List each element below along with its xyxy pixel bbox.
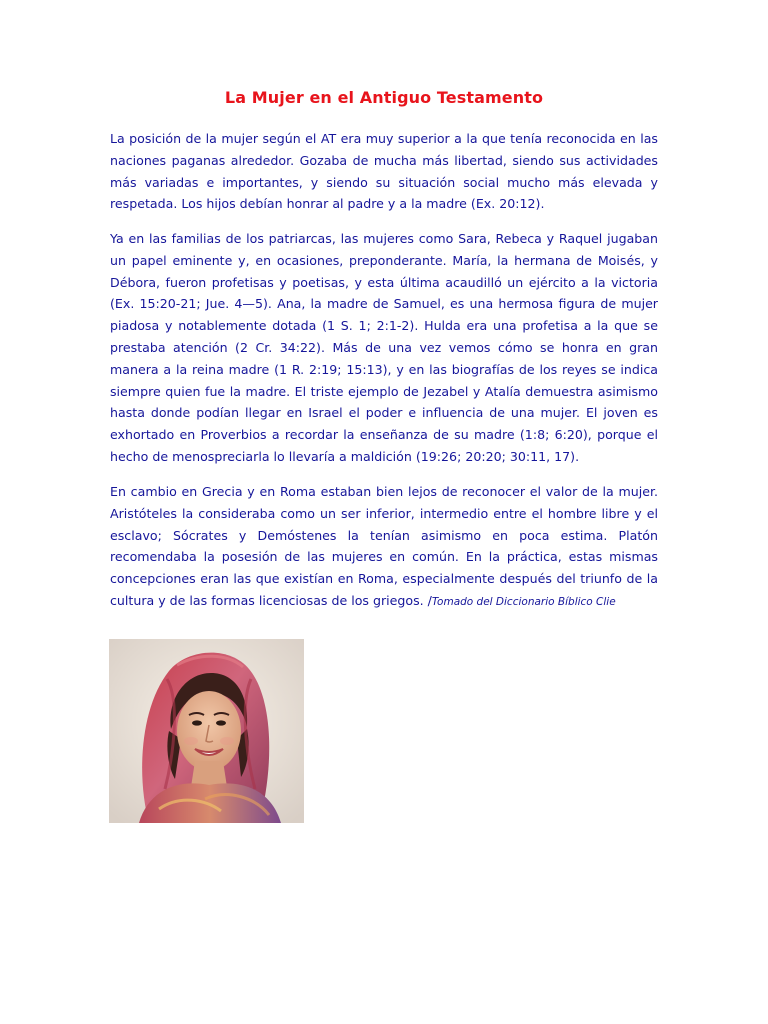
source-credit: Tomado del Diccionario Bíblico Clie: [431, 595, 616, 608]
paragraph-3: [110, 481, 658, 614]
paragraph-2: [110, 228, 658, 468]
portrait-image: [109, 639, 304, 823]
paragraph-3-text: En cambio en Grecia y en Roma estaban bien lejos de reconocer el valor de la mujer. Aristóteles la consideraba como un ser inferior, intermedio entre el hombre libre y el esclavo; Sócrates y Demóstenes la tenían asimismo en poca estima. Platón recomendaba la posesión de las mujeres en común. En la práctica, estas mismas concepciones eran las que existían en Roma, especialmente después del triunfo de la cultura y de las formas licenciosas de los griegos. /: [110, 484, 658, 608]
paragraph-1: [110, 128, 658, 215]
paragraph-1-text: La posición de la mujer según el AT era muy superior a la que tenía reconocida en las naciones paganas alrededor. Gozaba de mucha más libertad, siendo sus actividades más variadas e importantes, y siendo su situación social mucho más elevada y respetada. Los hijos debían honrar al padre y a la madre (Ex. 20:12).: [110, 131, 658, 212]
paragraph-2-text: Ya en las familias de los patriarcas, las mujeres como Sara, Rebeca y Raquel jugaban un papel eminente y, en ocasiones, preponderante. María, la hermana de Moisés, y Débora, fueron profetisas y poetisas, y esta última acaudilló un ejército a la victoria (Ex. 15:20-21; Jue. 4—5). Ana, la madre de Samuel, es una hermosa figura de mujer piadosa y notablemente dotada (1 S. 1; 2:1-2). Hulda era una profetisa a la que se prestaba atención (2 Cr. 34:22). Más de una vez vemos cómo se honra en gran manera a la reina madre (1 R. 2:19; 15:13), y en las biografías de los reyes se indica siempre quien fue la madre. El triste ejemplo de Jezabel y Atalía demuestra asimismo hasta donde podían llegar en Israel el poder e influencia de una mujer. El joven es exhortado en Proverbios a recordar la enseñanza de su madre (1:8; 6:20), porque el hecho de menospreciarla lo llevaría a maldición (19:26; 20:20; 30:11, 17).: [110, 231, 658, 464]
page-title: La Mujer en el Antiguo Testamento: [224, 88, 544, 107]
